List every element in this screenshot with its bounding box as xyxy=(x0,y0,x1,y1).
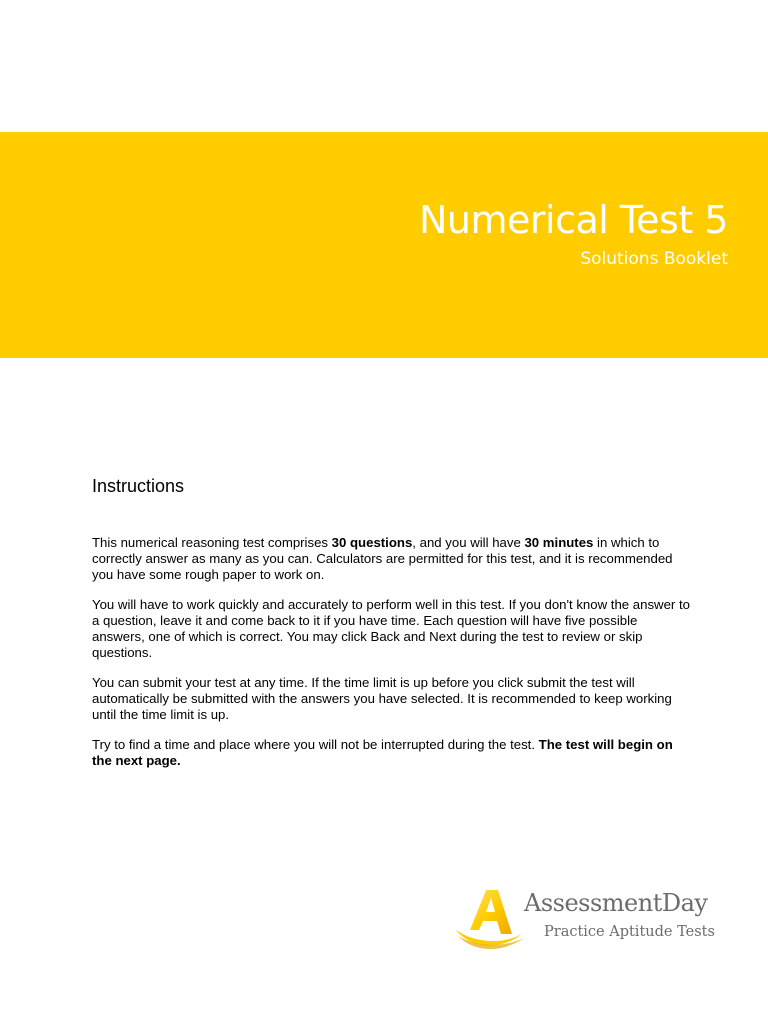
bold-time-limit: 30 minutes xyxy=(524,535,594,550)
instructions-body xyxy=(92,535,692,783)
assessmentday-logo xyxy=(452,884,742,954)
bold-begin-note: The test will begin on the next page. xyxy=(92,737,673,768)
instructions-paragraph-1 xyxy=(92,535,692,583)
instructions-heading: Instructions xyxy=(92,476,185,496)
instructions-paragraph-3: You can submit your test at any time. If the time limit is up before you click submit the test will automatically be submitted with the answers you have selected. It is recommended to keep working until the time limit is up. xyxy=(92,675,672,722)
paragraph-text: , and you will have xyxy=(412,535,525,550)
title-banner xyxy=(0,132,768,358)
bold-question-count: 30 questions xyxy=(331,535,413,550)
paragraph-text: This numerical reasoning test comprises xyxy=(92,535,332,550)
instructions-paragraph-4 xyxy=(92,737,692,769)
logo-tagline-text: Practice Aptitude Tests xyxy=(544,924,715,940)
paragraph-text: in which to correctly answer as many as you can. Calculators are permitted for this test, and it is recommended you have some rough paper to work on. xyxy=(92,535,673,582)
document-title: Numerical Test 5 xyxy=(419,198,728,242)
assessmentday-a-logo-icon xyxy=(452,884,527,954)
logo-name-text: AssessmentDay xyxy=(524,889,708,917)
paragraph-text: Try to find a time and place where you will not be interrupted during the test. xyxy=(92,737,539,752)
instructions-paragraph-2: You will have to work quickly and accurately to perform well in this test. If you don't know the answer to a question, leave it and come back to it if you have time. Each question will have five possible answers, one of which is correct. You may click Back and Next during the test to review or skip questions. xyxy=(92,597,690,660)
document-subtitle: Solutions Booklet xyxy=(580,249,728,269)
